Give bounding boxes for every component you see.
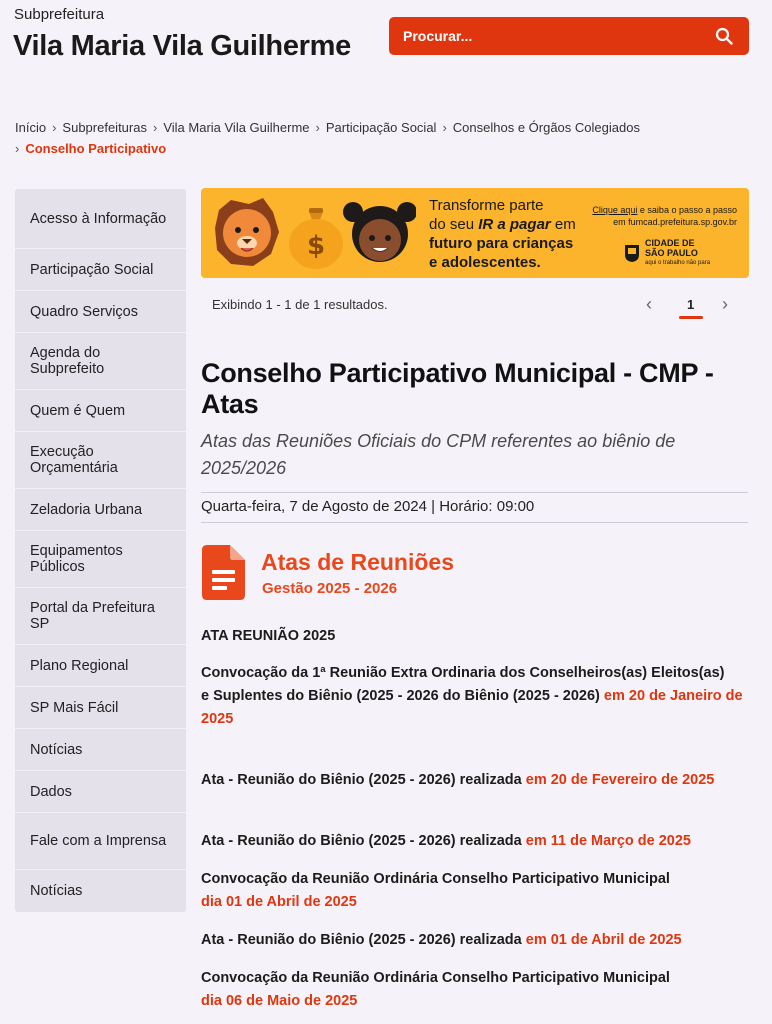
breadcrumb-item-conselhos[interactable]: Conselhos e Órgãos Colegiados	[452, 120, 640, 135]
sao-paulo-crest-icon	[623, 243, 641, 263]
entry-link[interactable]	[201, 665, 743, 727]
banner-link[interactable]	[589, 204, 737, 228]
money-bag-illustration	[289, 208, 343, 269]
svg-text:$: $	[306, 231, 326, 261]
entry-link[interactable]	[201, 871, 670, 910]
search-icon[interactable]	[713, 25, 735, 47]
entry-date: em 11 de Março de 2025	[525, 833, 691, 849]
entry-date: dia 01 de Abril de 2025	[201, 894, 357, 910]
sidebar-item-acesso[interactable]: Acesso à Informação	[15, 189, 186, 249]
entry-text: Ata - Reunião do Biênio (2025 - 2026) realizada	[201, 833, 522, 849]
sidebar-item-sp-mais-facil[interactable]: SP Mais Fácil	[15, 687, 186, 729]
entry-text-2: e Suplentes do Biênio (2025 - 2026 do Biênio (2025 - 2026)	[201, 688, 600, 704]
banner-link-text: e saiba o passo a passo	[637, 205, 737, 215]
entry-date: em 20 de Fevereiro de 2025	[525, 772, 715, 788]
chevron-right-icon: ›	[152, 120, 158, 135]
sidebar-item-noticias-2[interactable]: Notícias	[30, 883, 83, 899]
entry-text: Convocação da Reunião Ordinária Conselho Participativo Municipal	[201, 970, 670, 986]
breadcrumb-item-subprefeituras[interactable]: Subprefeituras	[62, 120, 147, 135]
chevron-right-icon: ›	[52, 120, 57, 135]
entry-date: dia 06 de Maio de 2025	[201, 993, 358, 1009]
event-date: Quarta-feira, 7 de Agosto de 2024 | Horário: 09:00	[201, 498, 535, 515]
pagination	[640, 292, 750, 320]
list-item[interactable]	[201, 967, 751, 1013]
sidebar-item-zeladoria[interactable]: Zeladoria Urbana	[15, 489, 186, 531]
list-item[interactable]	[201, 662, 751, 731]
banner-link-url[interactable]: em fumcad.prefeitura.sp.gov.br	[613, 217, 737, 227]
breadcrumb	[15, 117, 755, 159]
entry-text: Convocação da 1ª Reunião Extra Ordinaria dos Conselheiros(as) Eleitos(as)	[201, 665, 725, 681]
banner-line-3: futuro para crianças	[429, 235, 574, 252]
pagination-page-1[interactable]: 1	[687, 297, 695, 312]
sidebar-item-imprensa[interactable]: Fale com a Imprensa	[15, 813, 186, 870]
chevron-right-icon: ›	[442, 120, 447, 135]
banner-line-1: Transforme parte	[429, 197, 544, 214]
list-item[interactable]	[201, 830, 751, 853]
banner-line-2b: IR a pagar	[478, 216, 551, 233]
entry-date: em 20 de Janeiro de 2025	[201, 688, 743, 727]
divider	[201, 492, 748, 493]
banner-line-4: e adolescentes.	[429, 254, 541, 271]
site-title[interactable]: Vila Maria Vila Guilherme	[13, 30, 351, 62]
header-subtitle: Subprefeitura	[14, 6, 105, 23]
banner-link-clique[interactable]: Clique aqui	[592, 205, 638, 215]
banner-line-2c: em	[550, 216, 576, 233]
sidebar-item-plano[interactable]: Plano Regional	[15, 645, 186, 687]
banner-text	[429, 196, 576, 272]
list-item[interactable]	[201, 929, 751, 952]
results-count: Exibindo 1 - 1 de 1 resultados.	[212, 297, 388, 312]
pagination-next-icon[interactable]: ›	[722, 294, 728, 314]
entry-text: Convocação da Reunião Ordinária Conselho Participativo Municipal	[201, 871, 670, 887]
document-icon	[202, 545, 245, 600]
banner-illustration	[201, 188, 416, 278]
sidebar-item-participacao[interactable]: Participação Social	[15, 249, 186, 291]
page-subtitle: Atas das Reuniões Oficiais do CPM referentes ao biênio de 2025/2026	[201, 431, 676, 478]
sidebar-item-equipamentos[interactable]: Equipamentos Públicos	[15, 531, 186, 588]
sidebar-item-dados[interactable]: Dados	[15, 771, 186, 813]
sidebar-item-noticias[interactable]: Notícias	[15, 729, 186, 771]
entry-link[interactable]	[201, 833, 691, 849]
entry-link[interactable]	[201, 932, 682, 948]
entry-link[interactable]	[201, 772, 714, 788]
sidebar-item-agenda[interactable]: Agenda do Subprefeito	[15, 333, 186, 390]
breadcrumb-current: Conselho Participativo	[25, 141, 167, 156]
pagination-active-indicator	[679, 316, 703, 319]
breadcrumb-item-vila-maria[interactable]: Vila Maria Vila Guilherme	[163, 120, 310, 135]
sidebar	[15, 189, 186, 912]
divider	[201, 522, 748, 523]
logo-tagline: aqui o trabalho não para	[645, 260, 711, 266]
search-input[interactable]	[389, 17, 749, 55]
logo-line-1: CIDADE DE	[645, 238, 695, 248]
breadcrumb-item-inicio[interactable]: Início	[15, 120, 47, 135]
logo-line-2: SÃO PAULO	[645, 248, 698, 258]
entry-date: em 01 de Abril de 2025	[525, 932, 682, 948]
entry-text: Ata - Reunião do Biênio (2025 - 2026) realizada	[201, 932, 522, 948]
breadcrumb-item-participacao[interactable]: Participação Social	[325, 120, 437, 135]
sidebar-item-quem[interactable]: Quem é Quem	[15, 390, 186, 432]
section-heading: ATA REUNIÃO 2025	[201, 628, 336, 644]
entry-text: Ata - Reunião do Biênio (2025 - 2026) realizada	[201, 772, 522, 788]
banner-line-2a: do seu	[429, 216, 479, 233]
list-item[interactable]	[201, 769, 751, 792]
list-item[interactable]	[201, 868, 751, 914]
fumcad-banner[interactable]	[201, 188, 749, 278]
sidebar-item-quadro[interactable]: Quadro Serviços	[15, 291, 186, 333]
atas-subheading: Gestão 2025 - 2026	[262, 580, 398, 597]
chevron-right-icon: ›	[15, 141, 20, 156]
sidebar-item-portal[interactable]: Portal da Prefeitura SP	[15, 588, 186, 645]
chevron-right-icon: ›	[315, 120, 320, 135]
page-title: Conselho Participativo Municipal - CMP - Atas	[201, 358, 714, 419]
sidebar-item-execucao[interactable]: Execução Orçamentária	[15, 432, 186, 489]
lion-illustration	[215, 198, 279, 266]
entry-link[interactable]	[201, 970, 670, 1009]
pagination-prev-icon[interactable]: ‹	[646, 294, 652, 314]
child-illustration	[343, 202, 416, 262]
atas-heading: Atas de Reuniões	[261, 549, 454, 575]
prefeitura-logo	[623, 238, 710, 268]
search-placeholder: Procurar...	[403, 28, 473, 44]
